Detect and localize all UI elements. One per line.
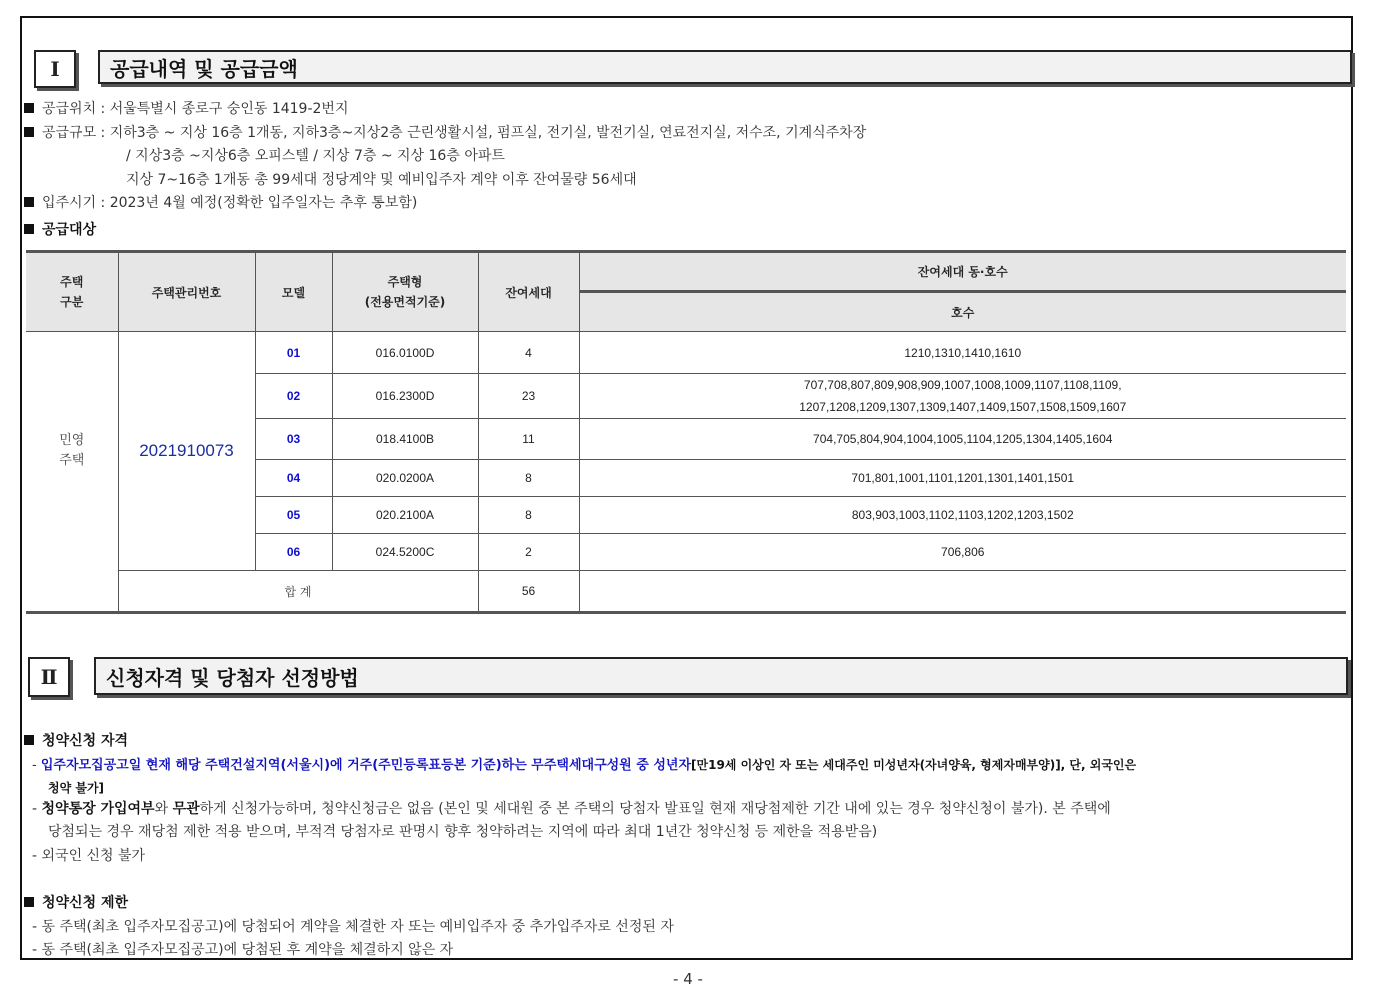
units-cell: 707,708,807,809,908,909,1007,1008,1009,1107,1108,1109, 1207,1208,1209,1307,1309,1407,1409,1507,1508,1509,1607: [579, 374, 1346, 419]
model-cell: 01: [255, 332, 332, 374]
qualification-highlight: 입주자모집공고일 현재 해당 주택건설지역(서울시)에 거주(주민등록표등본 기준)하는 무주택세대구성원 중 성년자: [40, 758, 692, 773]
remaining-cell: 23: [478, 374, 579, 419]
remaining-cell: 8: [478, 497, 579, 534]
model-cell: 05: [255, 497, 332, 534]
supply-scale: 공급규모 : 지하3층 ~ 지상 16층 1개동, 지하3층~지상2층 근린생활시설, 펌프실, 전기실, 발전기실, 연료전지실, 저수조, 기계식주차장: [24, 123, 866, 143]
remaining-cell: 4: [478, 332, 579, 374]
header-remaining: 잔여세대: [478, 252, 579, 332]
total-blank-cell: [26, 571, 118, 613]
total-label: 합 계: [118, 571, 478, 613]
section-2-header: [28, 657, 1348, 697]
section-1-number: I: [34, 50, 76, 88]
bullet-square-icon: [24, 103, 34, 113]
units-cell: 706,806: [579, 534, 1346, 571]
type-cell: 024.5200C: [332, 534, 478, 571]
bullet-square-icon: [24, 197, 34, 207]
total-value: 56: [478, 571, 579, 613]
qualification-heading: 청약신청 자격: [24, 731, 128, 751]
units-cell: 704,705,804,904,1004,1005,1104,1205,1304,1405,1604: [579, 419, 1346, 460]
model-cell: 02: [255, 374, 332, 419]
type-cell: 016.2300D: [332, 374, 478, 419]
remaining-cell: 8: [478, 460, 579, 497]
qualification-line-2-cont: 당첨되는 경우 재당첨 제한 적용 받으며, 부적격 당첨자로 판명시 향후 청약하려는 지역에 따라 최대 1년간 청약신청 등 제한을 적용받음): [48, 824, 878, 840]
qualification-line-3: - 외국인 신청 불가: [32, 848, 146, 864]
total-empty-cell: [579, 571, 1346, 613]
house-category: 민영 주택: [26, 332, 118, 571]
total-row: [26, 571, 1346, 613]
units-cell: 1210,1310,1410,1610: [579, 332, 1346, 374]
qualification-line-1: [32, 755, 1136, 776]
model-cell: 04: [255, 460, 332, 497]
units-cell: 803,903,1003,1102,1103,1202,1203,1502: [579, 497, 1346, 534]
section-1-header: [34, 50, 1352, 88]
dash: -: [32, 758, 41, 773]
restriction-line-2: - 동 주택(최초 입주자모집공고)에 당첨된 후 계약을 체결하지 않은 자: [32, 942, 454, 958]
type-cell: 020.0200A: [332, 460, 478, 497]
move-in-date: 입주시기 : 2023년 4월 예정(정확한 입주일자는 추후 통보함): [24, 193, 417, 213]
page-number: - 4 -: [673, 970, 703, 988]
type-cell: 020.2100A: [332, 497, 478, 534]
supply-table: [26, 250, 1346, 614]
section-2-title: 신청자격 및 당첨자 선정방법: [94, 657, 1348, 695]
header-mgmt-no: 주택관리번호: [118, 252, 255, 332]
supply-scale-cont-2: 지상 7~16층 1개동 총 99세대 정당계약 및 예비입주자 계약 이후 잔여물량 56세대: [126, 172, 637, 188]
header-units: 호수: [579, 292, 1346, 332]
qualification-line-1-cont: 청약 불가]: [48, 781, 105, 795]
model-cell: 06: [255, 534, 332, 571]
supply-scale-cont-1: / 지상3층 ~지상6층 오피스텔 / 지상 7층 ~ 지상 16층 아파트: [126, 148, 505, 164]
mgmt-number: 2021910073: [118, 332, 255, 571]
restriction-line-1: - 동 주택(최초 입주자모집공고)에 당첨되어 계약을 체결한 자 또는 예비입주자 중 추가입주자로 선정된 자: [32, 919, 674, 935]
header-house-type: 주택 구분: [26, 252, 118, 332]
restriction-heading: 청약신청 제한: [24, 893, 128, 913]
table-row: [26, 332, 1346, 374]
section-2-number: Ⅱ: [28, 657, 70, 697]
bullet-square-icon: [24, 127, 34, 137]
supply-location: 공급위치 : 서울특별시 종로구 숭인동 1419-2번지: [24, 99, 348, 119]
units-cell: 701,801,1001,1101,1201,1301,1401,1501: [579, 460, 1346, 497]
header-model: 모델: [255, 252, 332, 332]
bullet-square-icon: [24, 735, 34, 745]
type-cell: 018.4100B: [332, 419, 478, 460]
qualification-age-note: [만19세 이상인 자 또는 세대주인 미성년자(자녀양육, 형제자매부양)], 단, 외국인은: [691, 758, 1137, 772]
qualification-line-2: - 청약통장 가입여부와 무관하게 신청가능하며, 청약신청금은 없음 (본인 및 세대원 중 본 주택의 당첨자 발표일 현재 재당첨제한 기간 내에 있는 경우 청약신청이 불가). 본 주택에: [32, 801, 1111, 817]
type-cell: 016.0100D: [332, 332, 478, 374]
header-units-group: 잔여세대 동·호수: [579, 252, 1346, 292]
model-cell: 03: [255, 419, 332, 460]
bullet-square-icon: [24, 897, 34, 907]
section-1-title: 공급내역 및 공급금액: [98, 50, 1352, 84]
header-house-size: 주택형 (전용면적기준): [332, 252, 478, 332]
bullet-square-icon: [24, 224, 34, 234]
remaining-cell: 2: [478, 534, 579, 571]
remaining-cell: 11: [478, 419, 579, 460]
supply-target-label: 공급대상: [24, 220, 96, 240]
